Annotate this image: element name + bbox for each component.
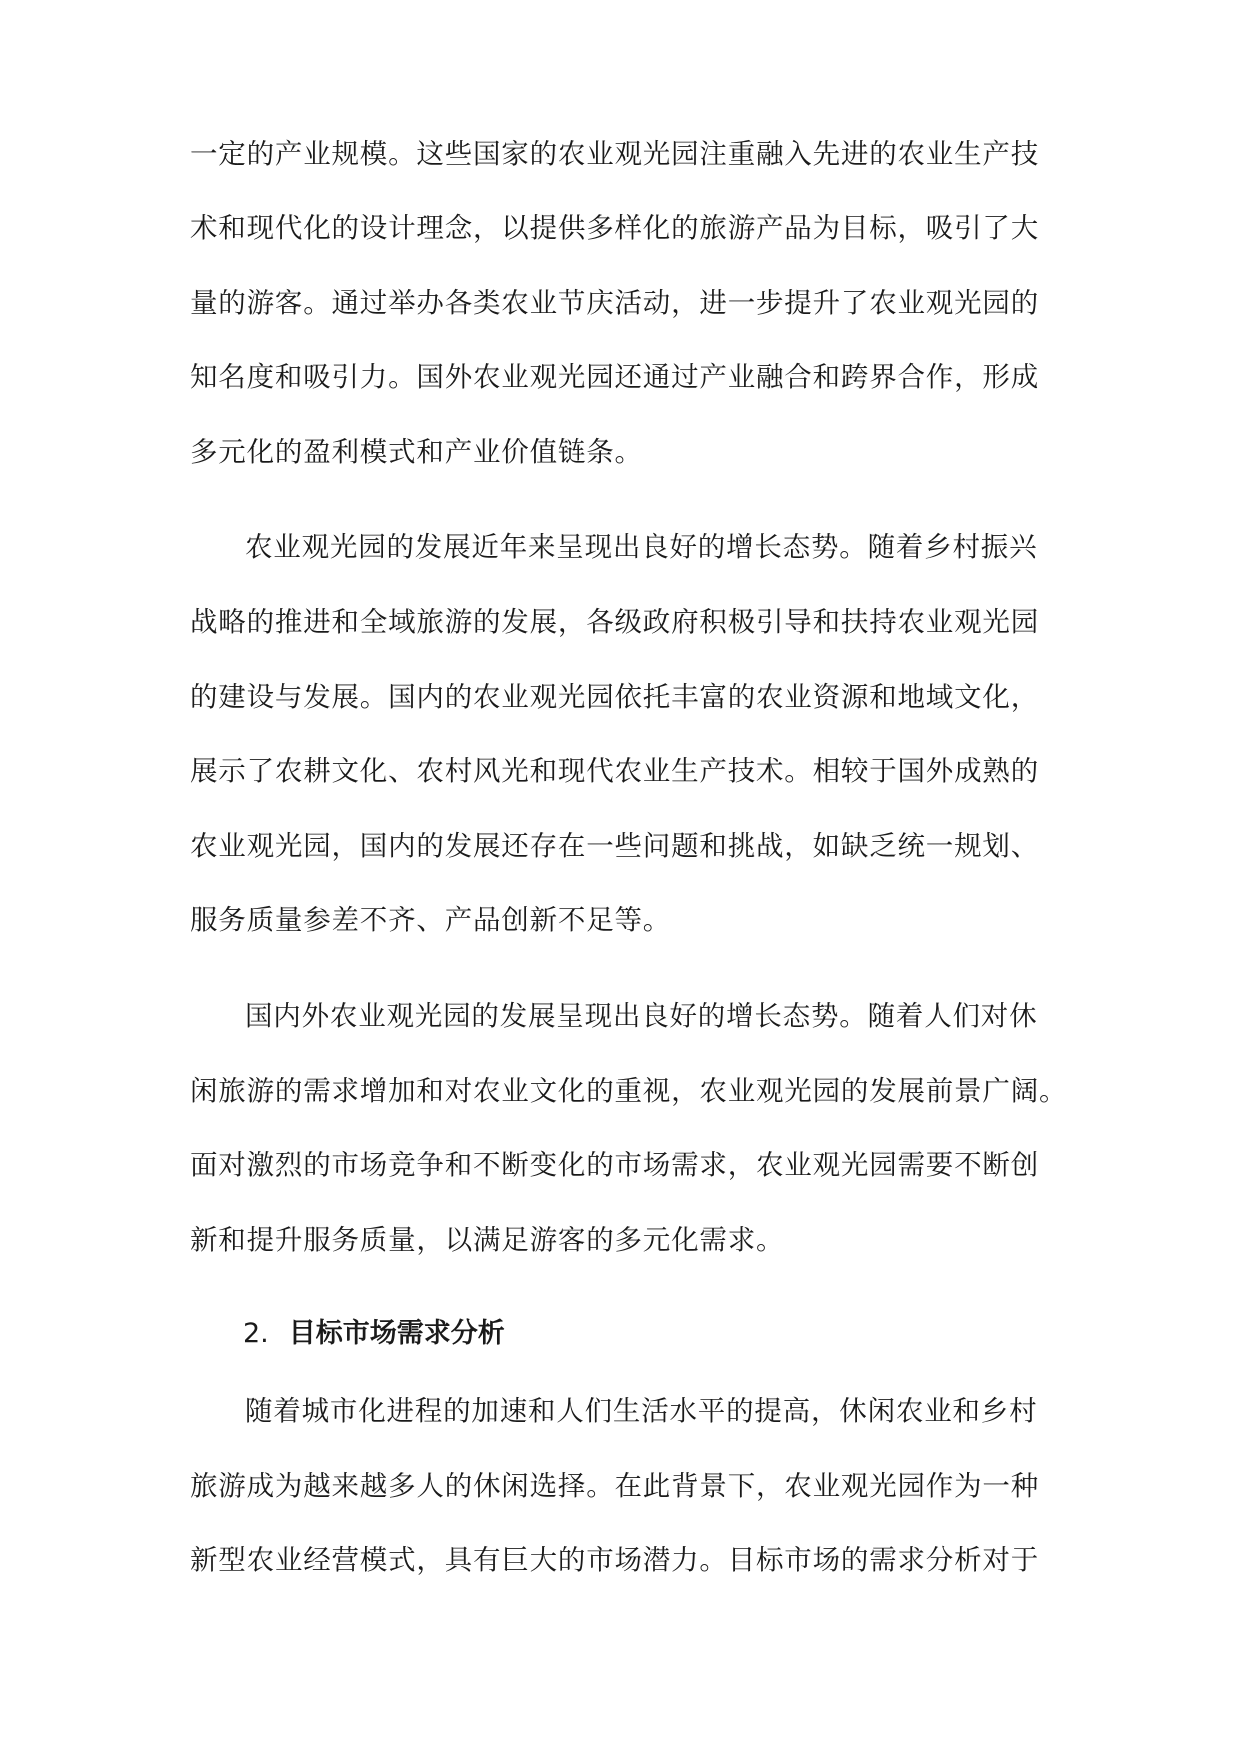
- paragraph-2-line-2: 战略的推进和全域旅游的发展，各级政府积极引导和扶持农业观光园: [190, 606, 1039, 638]
- paragraph-2-line-4: 展示了农耕文化、农村风光和现代农业生产技术。相较于国外成熟的: [190, 755, 1039, 787]
- paragraph-3-line-1: 国内外农业观光园的发展呈现出良好的增长态势。随着人们对休: [245, 1000, 1038, 1032]
- paragraph-1-line-5: 多元化的盈利模式和产业价值链条。: [190, 436, 643, 468]
- section-number: 2.: [243, 1318, 269, 1349]
- section-heading: [243, 1314, 505, 1354]
- paragraph-2-line-6: 服务质量参差不齐、产品创新不足等。: [190, 904, 672, 936]
- paragraph-1-line-4: 知名度和吸引力。国外农业观光园还通过产业融合和跨界合作，形成: [190, 361, 1039, 393]
- paragraph-1-line-3: 量的游客。通过举办各类农业节庆活动，进一步提升了农业观光园的: [190, 287, 1039, 319]
- section-paragraph-line-1: 随着城市化进程的加速和人们生活水平的提高，休闲农业和乡村: [245, 1395, 1038, 1427]
- section-title: 目标市场需求分析: [288, 1318, 505, 1349]
- paragraph-3-line-2: 闲旅游的需求增加和对农业文化的重视，农业观光园的发展前景广阔。: [190, 1075, 1068, 1107]
- paragraph-3-line-4: 新和提升服务质量，以满足游客的多元化需求。: [190, 1224, 785, 1256]
- section-paragraph-line-3: 新型农业经营模式，具有巨大的市场潜力。目标市场的需求分析对于: [190, 1544, 1039, 1576]
- paragraph-1-line-2: 术和现代化的设计理念，以提供多样化的旅游产品为目标，吸引了大: [190, 212, 1039, 244]
- section-paragraph-line-2: 旅游成为越来越多人的休闲选择。在此背景下，农业观光园作为一种: [190, 1470, 1039, 1502]
- paragraph-2-line-3: 的建设与发展。国内的农业观光园依托丰富的农业资源和地域文化，: [190, 681, 1039, 713]
- paragraph-2-line-1: 农业观光园的发展近年来呈现出良好的增长态势。随着乡村振兴: [245, 531, 1038, 563]
- paragraph-3-line-3: 面对激烈的市场竞争和不断变化的市场需求，农业观光园需要不断创: [190, 1149, 1039, 1181]
- paragraph-1-line-1: 一定的产业规模。这些国家的农业观光园注重融入先进的农业生产技: [190, 138, 1039, 170]
- paragraph-2-line-5: 农业观光园，国内的发展还存在一些问题和挑战，如缺乏统一规划、: [190, 830, 1039, 862]
